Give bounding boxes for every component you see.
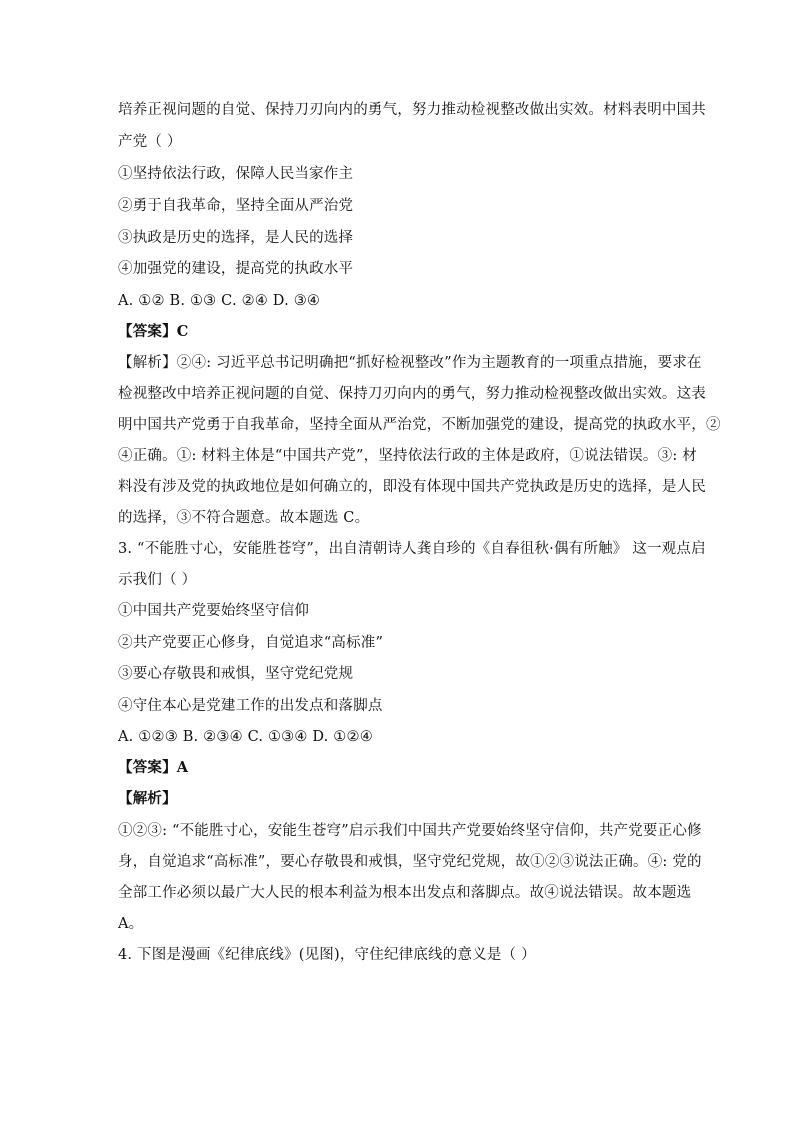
option-line: ③执政是历史的选择，是人民的选择 bbox=[118, 230, 354, 246]
analysis-line: 料没有涉及党的执政地位是如何确立的，即没有体现中国共产党执政是历史的选择，是人民 bbox=[118, 479, 706, 495]
answer-line: 【答案】A bbox=[118, 759, 189, 776]
analysis-line: 【解析】②④: 习近平总书记明确把“抓好检视整改”作为主题教育的一项重点措施，要求在 bbox=[118, 355, 702, 371]
analysis-line: ①②③: “不能胜寸心，安能生苍穹”启示我们中国共产党要始终坚守信仰，共产党要正心修 bbox=[118, 823, 702, 839]
option-line: ③要心存敬畏和戒惧，坚守党纪党规 bbox=[118, 666, 354, 682]
question-line: 4. 下图是漫画《纪律底线》(见图)，守住纪律底线的意义是（ ） bbox=[118, 947, 536, 963]
analysis-line: 明中国共产党勇于自我革命，坚持全面从严治党，不断加强党的建设，提高党的执政水平，② bbox=[118, 417, 721, 433]
analysis-line: 全部工作必须以最广大人民的根本利益为根本出发点和落脚点。故④说法错误。故本题选 bbox=[118, 885, 692, 901]
analysis-line: A。 bbox=[118, 916, 144, 932]
option-line: ①中国共产党要始终坚守信仰 bbox=[118, 603, 310, 619]
analysis-line: 的选择，③不符合题意。故本题选 C。 bbox=[118, 510, 370, 526]
question-line: 3. “不能胜寸心，安能胜苍穹”，出自清朝诗人龚自珍的《自春徂秋·偶有所触》 这一观点启 bbox=[118, 541, 706, 557]
option-line: ④守住本心是党建工作的出发点和落脚点 bbox=[118, 698, 383, 714]
analysis-line: ④正确。①: 材料主体是“中国共产党”，坚持依法行政的主体是政府，①说法错误。③: 材 bbox=[118, 448, 697, 464]
analysis-line: 检视整改中培养正视问题的自觉、保持刀刃向内的勇气，努力推动检视整改做出实效。这表 bbox=[118, 386, 706, 402]
option-line: ①坚持依法行政，保障人民当家作主 bbox=[118, 166, 354, 182]
choices-line: A. ①②③ B. ②③④ C. ①③④ D. ①②④ bbox=[118, 729, 373, 745]
option-line: ②共产党要正心修身，自觉追求“高标准” bbox=[118, 635, 384, 651]
option-line: ②勇于自我革命，坚持全面从严治党 bbox=[118, 198, 354, 214]
choices-line: A. ①② B. ①③ C. ②④ D. ③④ bbox=[118, 293, 321, 309]
answer-line: 【答案】C bbox=[118, 323, 189, 340]
question-line: 示我们（ ） bbox=[118, 572, 197, 588]
analysis-heading: 【解析】 bbox=[118, 790, 177, 807]
analysis-line: 身，自觉追求“高标准”，要心存敬畏和戒惧，坚守党纪党规，故①②③说法正确。④: 党的 bbox=[118, 854, 702, 870]
text-line: 培养正视问题的自觉、保持刀刃向内的勇气，努力推动检视整改做出实效。材料表明中国共 bbox=[118, 102, 706, 118]
text-line: 产党（ ） bbox=[118, 134, 182, 150]
option-line: ④加强党的建设，提高党的执政水平 bbox=[118, 261, 354, 277]
